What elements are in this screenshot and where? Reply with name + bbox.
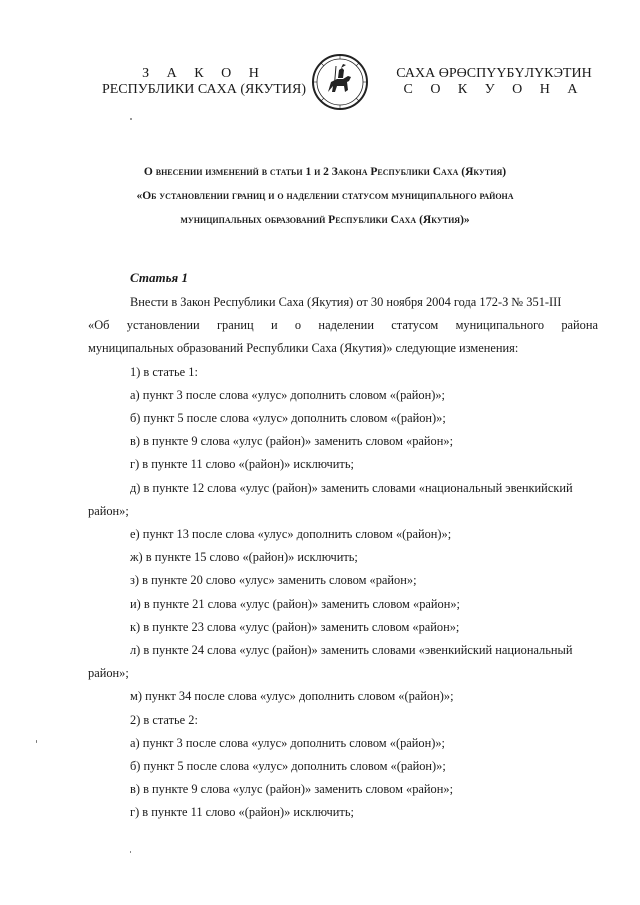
- section-1-item-z: з) в пункте 20 слово «улус» заменить словом «район»;: [130, 573, 417, 588]
- intro-line-3: муниципальных образований Республики Саха (Якутия)» следующие изменения:: [88, 341, 519, 356]
- scan-speck: [130, 851, 131, 853]
- section-1-item-e: е) пункт 13 после слова «улус» дополнить словом «(район)»;: [130, 527, 452, 542]
- section-1-item-d-line-1: д) в пункте 12 слова «улус (район)» заменить словами «национальный эвенкийский: [130, 480, 573, 495]
- intro-line-1: Внести в Закон Республики Саха (Якутия) от 30 ноября 2004 года 172-З № 351-III: [130, 295, 562, 309]
- header-left-law-label: З А К О Н: [142, 66, 266, 81]
- section-1-item-zh: ж) в пункте 15 слово «(район)» исключить;: [130, 550, 358, 565]
- header-right-republic: САХА ӨРӨСПҮҮБҮЛҮКЭТИН: [396, 66, 592, 81]
- section-1-item-l-line-1: л) в пункте 24 слова «улус (район)» заменить словами «эвенкийский национальный: [130, 643, 573, 658]
- section-1-item-d-line-2: район»;: [88, 503, 129, 518]
- title-line-1: О внесении изменений в статьи 1 и 2 Закона Республики Саха (Якутия): [143, 166, 507, 178]
- section-2-item-b: б) пункт 5 после слова «улус» дополнить словом «(район)»;: [130, 759, 446, 774]
- header-right-law-label: С О К У О Н А: [403, 82, 585, 97]
- section-2-item-g: г) в пункте 11 слово «(район)» исключить;: [130, 805, 354, 820]
- header-left-republic: РЕСПУБЛИКИ САХА (ЯКУТИЯ): [101, 82, 307, 97]
- header-right: [376, 66, 612, 98]
- header-left: [88, 66, 320, 98]
- section-1-item-m: м) пункт 34 после слова «улус» дополнить словом «(район)»;: [130, 689, 454, 704]
- section-1-item-k: к) в пункте 23 слова «улус (район)» заменить словом «район»;: [130, 619, 460, 634]
- article-body: [88, 291, 598, 825]
- section-2-heading: 2) в статье 2:: [130, 712, 198, 727]
- section-1-item-l-line-2: район»;: [88, 666, 129, 681]
- title-line-3: муниципальных образований Республики Саха (Якутия)»: [180, 214, 470, 226]
- section-1-heading: 1) в статье 1:: [130, 364, 198, 379]
- section-1-item-b: б) пункт 5 после слова «улус» дополнить словом «(район)»;: [130, 411, 446, 426]
- scan-speck: [130, 118, 132, 120]
- scan-speck: [36, 740, 37, 743]
- section-2-item-v: в) в пункте 9 слова «улус (район)» заменить словом «район»;: [130, 782, 454, 797]
- intro-line-2: «Об установлении границ и о наделении статусом муниципального района: [88, 318, 598, 333]
- document-title: [90, 160, 560, 232]
- section-1-item-a: а) пункт 3 после слова «улус» дополнить словом «(район)»;: [130, 387, 445, 402]
- coat-of-arms-emblem: [310, 52, 370, 112]
- article-heading: Статья 1: [130, 270, 188, 285]
- section-1-item-i: и) в пункте 21 слова «улус (район)» заменить словом «район»;: [130, 596, 460, 611]
- section-1-item-v: в) в пункте 9 слова «улус (район)» заменить словом «район»;: [130, 434, 454, 449]
- section-2-item-a: а) пункт 3 после слова «улус» дополнить словом «(район)»;: [130, 735, 445, 750]
- title-line-2: «Об установлении границ и о наделении статусом муниципального района: [136, 190, 514, 202]
- section-1-item-g: г) в пункте 11 слово «(район)» исключить;: [130, 457, 354, 472]
